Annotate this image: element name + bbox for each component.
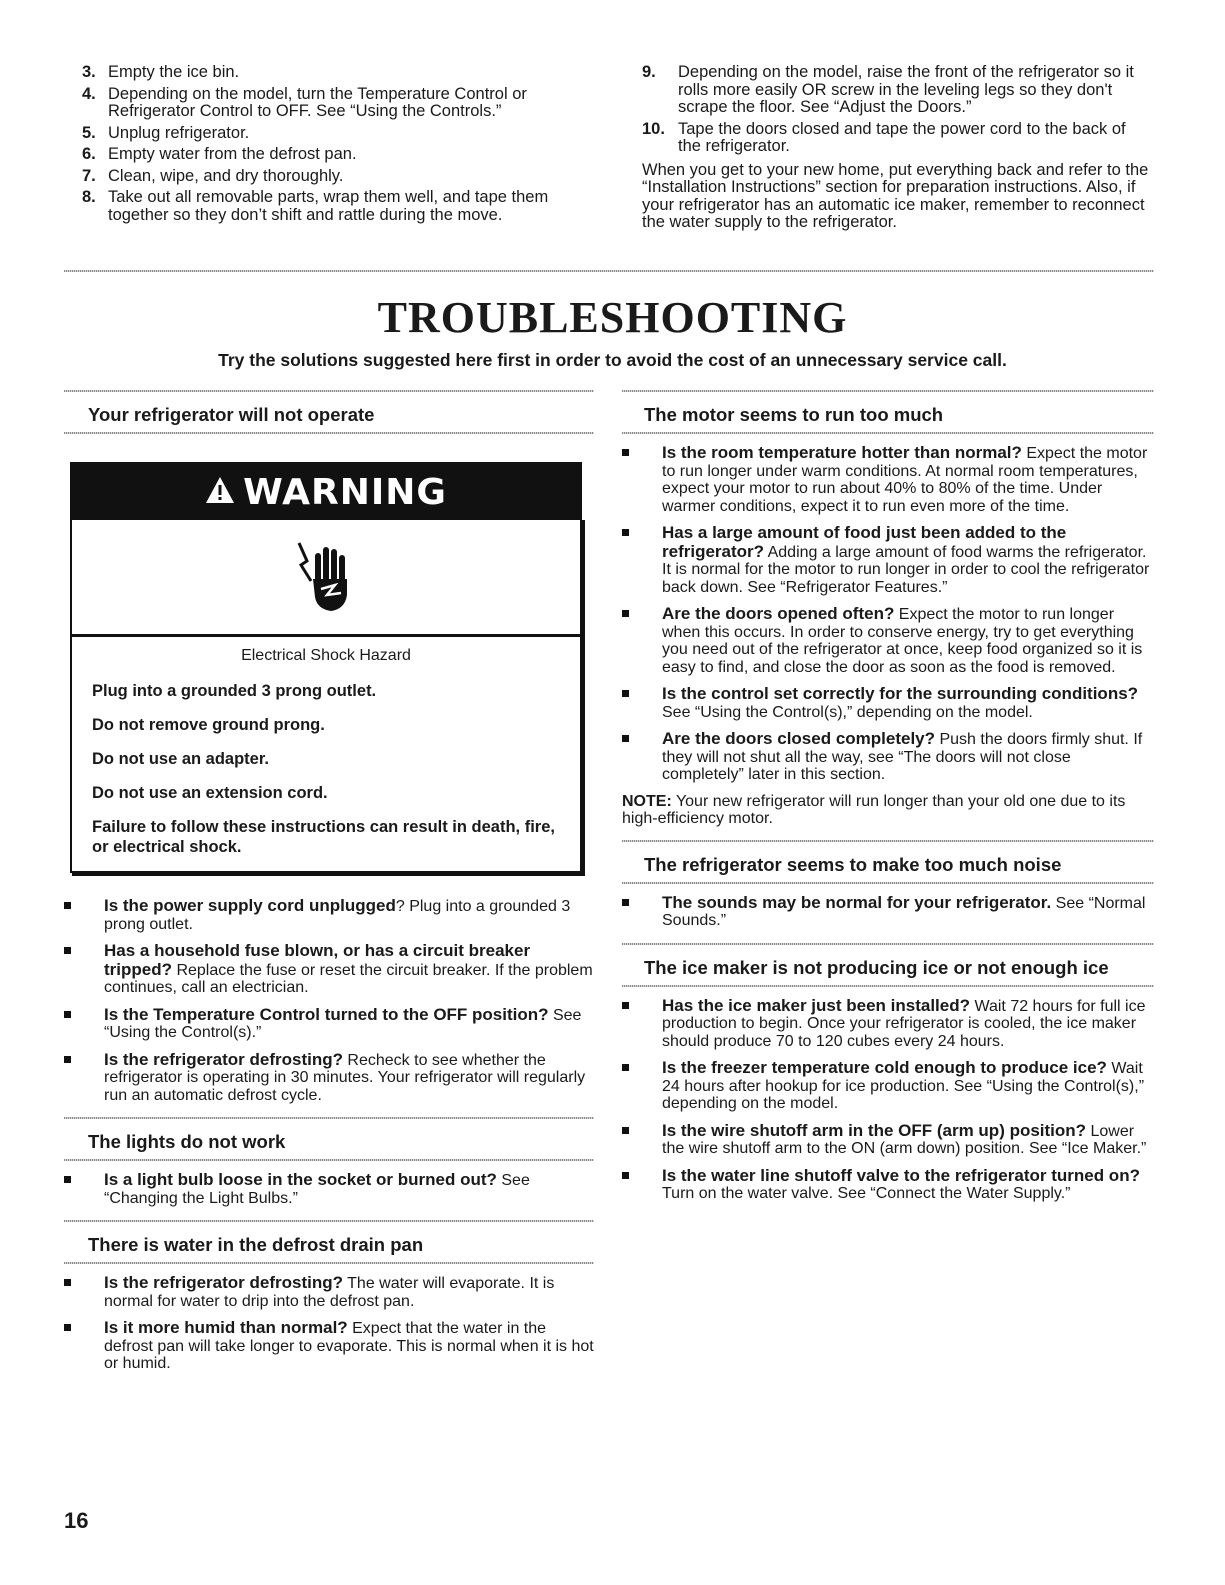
question-item (622, 1122, 1154, 1158)
moving-step (642, 121, 1152, 156)
answer-text: Recheck to see whether the refrigerator is operating in 30 minutes. Your refrigerator will regularly run an automatic defrost cycle. (104, 1051, 586, 1104)
answer-text: Adding a large amount of food warms the refrigerator. It is normal for the motor to run longer in order to cool the refrigerator back down. See “Refrigerator Features.” (662, 543, 1150, 596)
section-heading (622, 836, 1154, 888)
shock-icon-area (72, 520, 580, 637)
question-list (622, 444, 1154, 784)
question-item (64, 897, 594, 933)
answer-text: Lower the wire shutoff arm to the ON (arm down) position. See “Ice Maker.” (662, 1122, 1147, 1157)
section-heading (622, 386, 1154, 438)
moving-step (642, 64, 1152, 117)
question-text: Is the room temperature hotter than normal? (662, 443, 1022, 462)
square-bullet-icon (622, 1064, 629, 1071)
section-heading (64, 1113, 594, 1165)
question-text: Has a household fuse blown, or has a circuit breaker tripped? (104, 941, 531, 979)
answer-text: Replace the fuse or reset the circuit breaker. If the problem continues, call an electrician. (104, 961, 593, 996)
moving-left-column (82, 64, 592, 232)
square-bullet-icon (622, 449, 629, 456)
moving-steps-left (82, 64, 592, 224)
question-item (622, 605, 1154, 676)
answer-text: Push the doors firmly shut. If they will not shut all the way, see “The doors will not close completely” later in this section. (662, 731, 1143, 783)
square-bullet-icon (622, 899, 629, 906)
square-bullet-icon (64, 1056, 71, 1063)
step-number: 6. (82, 145, 96, 163)
question-text: Has the ice maker just been installed? (662, 995, 971, 1015)
section-heading (622, 939, 1154, 991)
question-text: Is the freezer temperature cold enough to produce ice? (662, 1058, 1107, 1077)
heading-will-not-operate: Your refrigerator will not operate (88, 404, 375, 425)
step-number: 7. (82, 166, 96, 185)
page-subtitle: Try the solutions suggested here first in order to avoid the cost of an unnecessary service call. (218, 350, 1007, 370)
square-bullet-icon (64, 902, 71, 909)
warning-label: WARNING (243, 471, 447, 513)
step-number: 10. (642, 119, 665, 138)
moving-step (82, 189, 592, 224)
question-list (64, 1274, 594, 1373)
step-number: 5. (82, 123, 96, 142)
moving-step (82, 146, 592, 164)
answer-text: Wait 24 hours after hookup for ice production. See “Using the Control(s),” depending on the model. (662, 1060, 1145, 1112)
step-text: Empty water from the defrost pan. (108, 145, 357, 163)
question-list (622, 997, 1154, 1203)
question-text: Is a light bulb loose in the socket or burned out? (104, 1170, 497, 1189)
step-text: Tape the doors closed and tape the power cord to the back of the refrigerator. (678, 119, 1126, 155)
page-title: TROUBLESHOOTING (377, 293, 848, 342)
step-text: Unplug refrigerator. (108, 123, 250, 142)
square-bullet-icon (622, 529, 629, 536)
question-list (64, 897, 594, 1104)
answer-text: ? Plug into a grounded 3 prong outlet. (104, 898, 571, 933)
answer-text: Wait 72 hours for full ice production to begin. Once your refrigerator is cooled, the ice maker should produce 70 to 120 cubes every 24 hours. (662, 997, 1146, 1050)
step-number: 8. (82, 188, 96, 206)
square-bullet-icon (622, 610, 629, 617)
question-text: Is the control set correctly for the surrounding conditions? (662, 684, 1139, 703)
question-text: Is the wire shutoff arm in the OFF (arm up) position? (662, 1120, 1087, 1140)
square-bullet-icon (622, 1172, 629, 1179)
question-text: Has a large amount of food just been added to the refrigerator? (662, 523, 1067, 561)
question-list (622, 894, 1154, 930)
heading-defrost-pan: There is water in the defrost drain pan (88, 1234, 424, 1255)
question-text: Are the doors closed completely? (662, 729, 936, 748)
warning-line: Do not use an extension cord. (92, 784, 328, 802)
answer-text: Expect the motor to run longer under warm conditions. At normal room temperatures, expect your motor to run about 40% to 80% of the time. Under warmer conditions, expect it to run even more of the time. (662, 445, 1148, 515)
moving-steps-right (642, 64, 1152, 156)
heading-ice-maker: The ice maker is not producing ice or not enough ice (644, 956, 1109, 978)
note-text: Your new refrigerator will run longer than your old one due to its high-efficiency motor. (622, 792, 1126, 827)
square-bullet-icon (622, 690, 629, 697)
heading-motor: The motor seems to run too much (644, 404, 944, 425)
warning-line: Plug into a grounded 3 prong outlet. (92, 682, 377, 700)
question-item (64, 942, 594, 997)
answer-text: See “Normal Sounds.” (662, 894, 1146, 929)
step-number: 9. (642, 63, 656, 81)
question-item (622, 524, 1154, 596)
answer-text: Expect that the water in the defrost pan will take longer to evaporate. This is normal when it is hot or humid. (104, 1320, 594, 1372)
section-heading (64, 386, 594, 438)
question-text: The sounds may be normal for your refrigerator. (662, 892, 1052, 912)
answer-text: The water will evaporate. It is normal for water to drip into the defrost pan. (104, 1275, 555, 1310)
answer-text: Turn on the water valve. See “Connect the Water Supply.” (662, 1185, 1071, 1202)
warning-line: Do not use an adapter. (92, 750, 269, 768)
moving-closing-text: When you get to your new home, put everything back and refer to the “Installation Instructions” section for preparation instructions. Also, if your refrigerator has an automatic ice maker, remember to reconnect the water supply to the refrigerator. (642, 160, 1149, 231)
question-list (64, 1171, 594, 1207)
question-item (64, 1051, 594, 1105)
moving-step (82, 86, 592, 121)
moving-step (82, 125, 592, 143)
square-bullet-icon (64, 947, 71, 954)
step-number: 4. (82, 84, 96, 103)
note (622, 793, 1154, 828)
question-text: Is the water line shutoff valve to the refrigerator turned on? (662, 1165, 1140, 1185)
answer-text: See “Changing the Light Bulbs.” (104, 1172, 530, 1207)
question-text: Is the Temperature Control turned to the OFF position? (104, 1004, 549, 1024)
question-item (64, 1274, 594, 1310)
answer-text: Expect the motor to run longer when this occurs. In order to conserve energy, try to get everything you need out of the refrigerator at once, keep food organized so it is easy to find, and close the door as soon as the food is removed. (662, 606, 1143, 676)
question-text: Is the power supply cord unplugged (104, 896, 396, 915)
question-text: Are the doors opened often? (662, 604, 895, 623)
section-divider (64, 270, 1154, 272)
step-text: Clean, wipe, and dry thoroughly. (108, 166, 344, 185)
warning-triangle-icon (205, 476, 235, 509)
question-text: Is the refrigerator defrosting? (104, 1273, 343, 1292)
moving-step (82, 64, 592, 82)
answer-text: See “Using the Control(s),” depending on the model. (662, 703, 1033, 721)
warning-text (72, 637, 580, 871)
question-item (622, 1059, 1154, 1113)
question-item (622, 685, 1154, 721)
question-item (64, 1006, 594, 1042)
square-bullet-icon (622, 1127, 629, 1134)
step-text: Depending on the model, turn the Temperature Control or Refrigerator Control to OFF. See “Using the Controls.” (108, 84, 527, 120)
square-bullet-icon (622, 1002, 629, 1009)
moving-right-column (642, 64, 1152, 232)
moving-step (82, 168, 592, 186)
warning-box (70, 462, 582, 873)
question-item (622, 444, 1154, 515)
warning-banner (72, 464, 580, 520)
warning-line: Do not remove ground prong. (92, 716, 325, 734)
question-item (622, 1167, 1154, 1203)
question-item (622, 894, 1154, 930)
step-text: Take out all removable parts, wrap them well, and tape them together so they don’t shift and rattle during the move. (108, 188, 549, 224)
right-column (622, 386, 1154, 1212)
question-item (622, 730, 1154, 784)
step-text: Empty the ice bin. (108, 63, 240, 81)
square-bullet-icon (64, 1279, 71, 1286)
step-text: Depending on the model, raise the front of the refrigerator so it rolls more easily OR screw in the leveling legs so they don't scrape the floor. See “Adjust the Doors.” (678, 63, 1134, 116)
moving-instructions (82, 64, 1152, 232)
page-number: 16 (64, 1508, 89, 1533)
question-text: Is the refrigerator defrosting? (104, 1049, 343, 1069)
warning-line: Failure to follow these instructions can result in death, fire, or electrical shock. (92, 818, 555, 856)
left-column (64, 386, 594, 1382)
square-bullet-icon (622, 735, 629, 742)
electrical-shock-hand-icon (291, 535, 361, 620)
answer-text: See “Using the Control(s).” (104, 1006, 582, 1041)
hazard-title: Electrical Shock Hazard (241, 647, 411, 664)
square-bullet-icon (64, 1324, 71, 1331)
heading-lights: The lights do not work (88, 1131, 286, 1152)
section-heading (64, 1216, 594, 1268)
square-bullet-icon (64, 1011, 71, 1018)
heading-noise: The refrigerator seems to make too much noise (644, 853, 1062, 875)
question-text: Is it more humid than normal? (104, 1318, 348, 1337)
question-item (64, 1171, 594, 1207)
step-number: 3. (82, 63, 96, 81)
square-bullet-icon (64, 1176, 71, 1183)
question-item (622, 997, 1154, 1051)
question-item (64, 1319, 594, 1373)
note-label: NOTE: (622, 792, 672, 810)
